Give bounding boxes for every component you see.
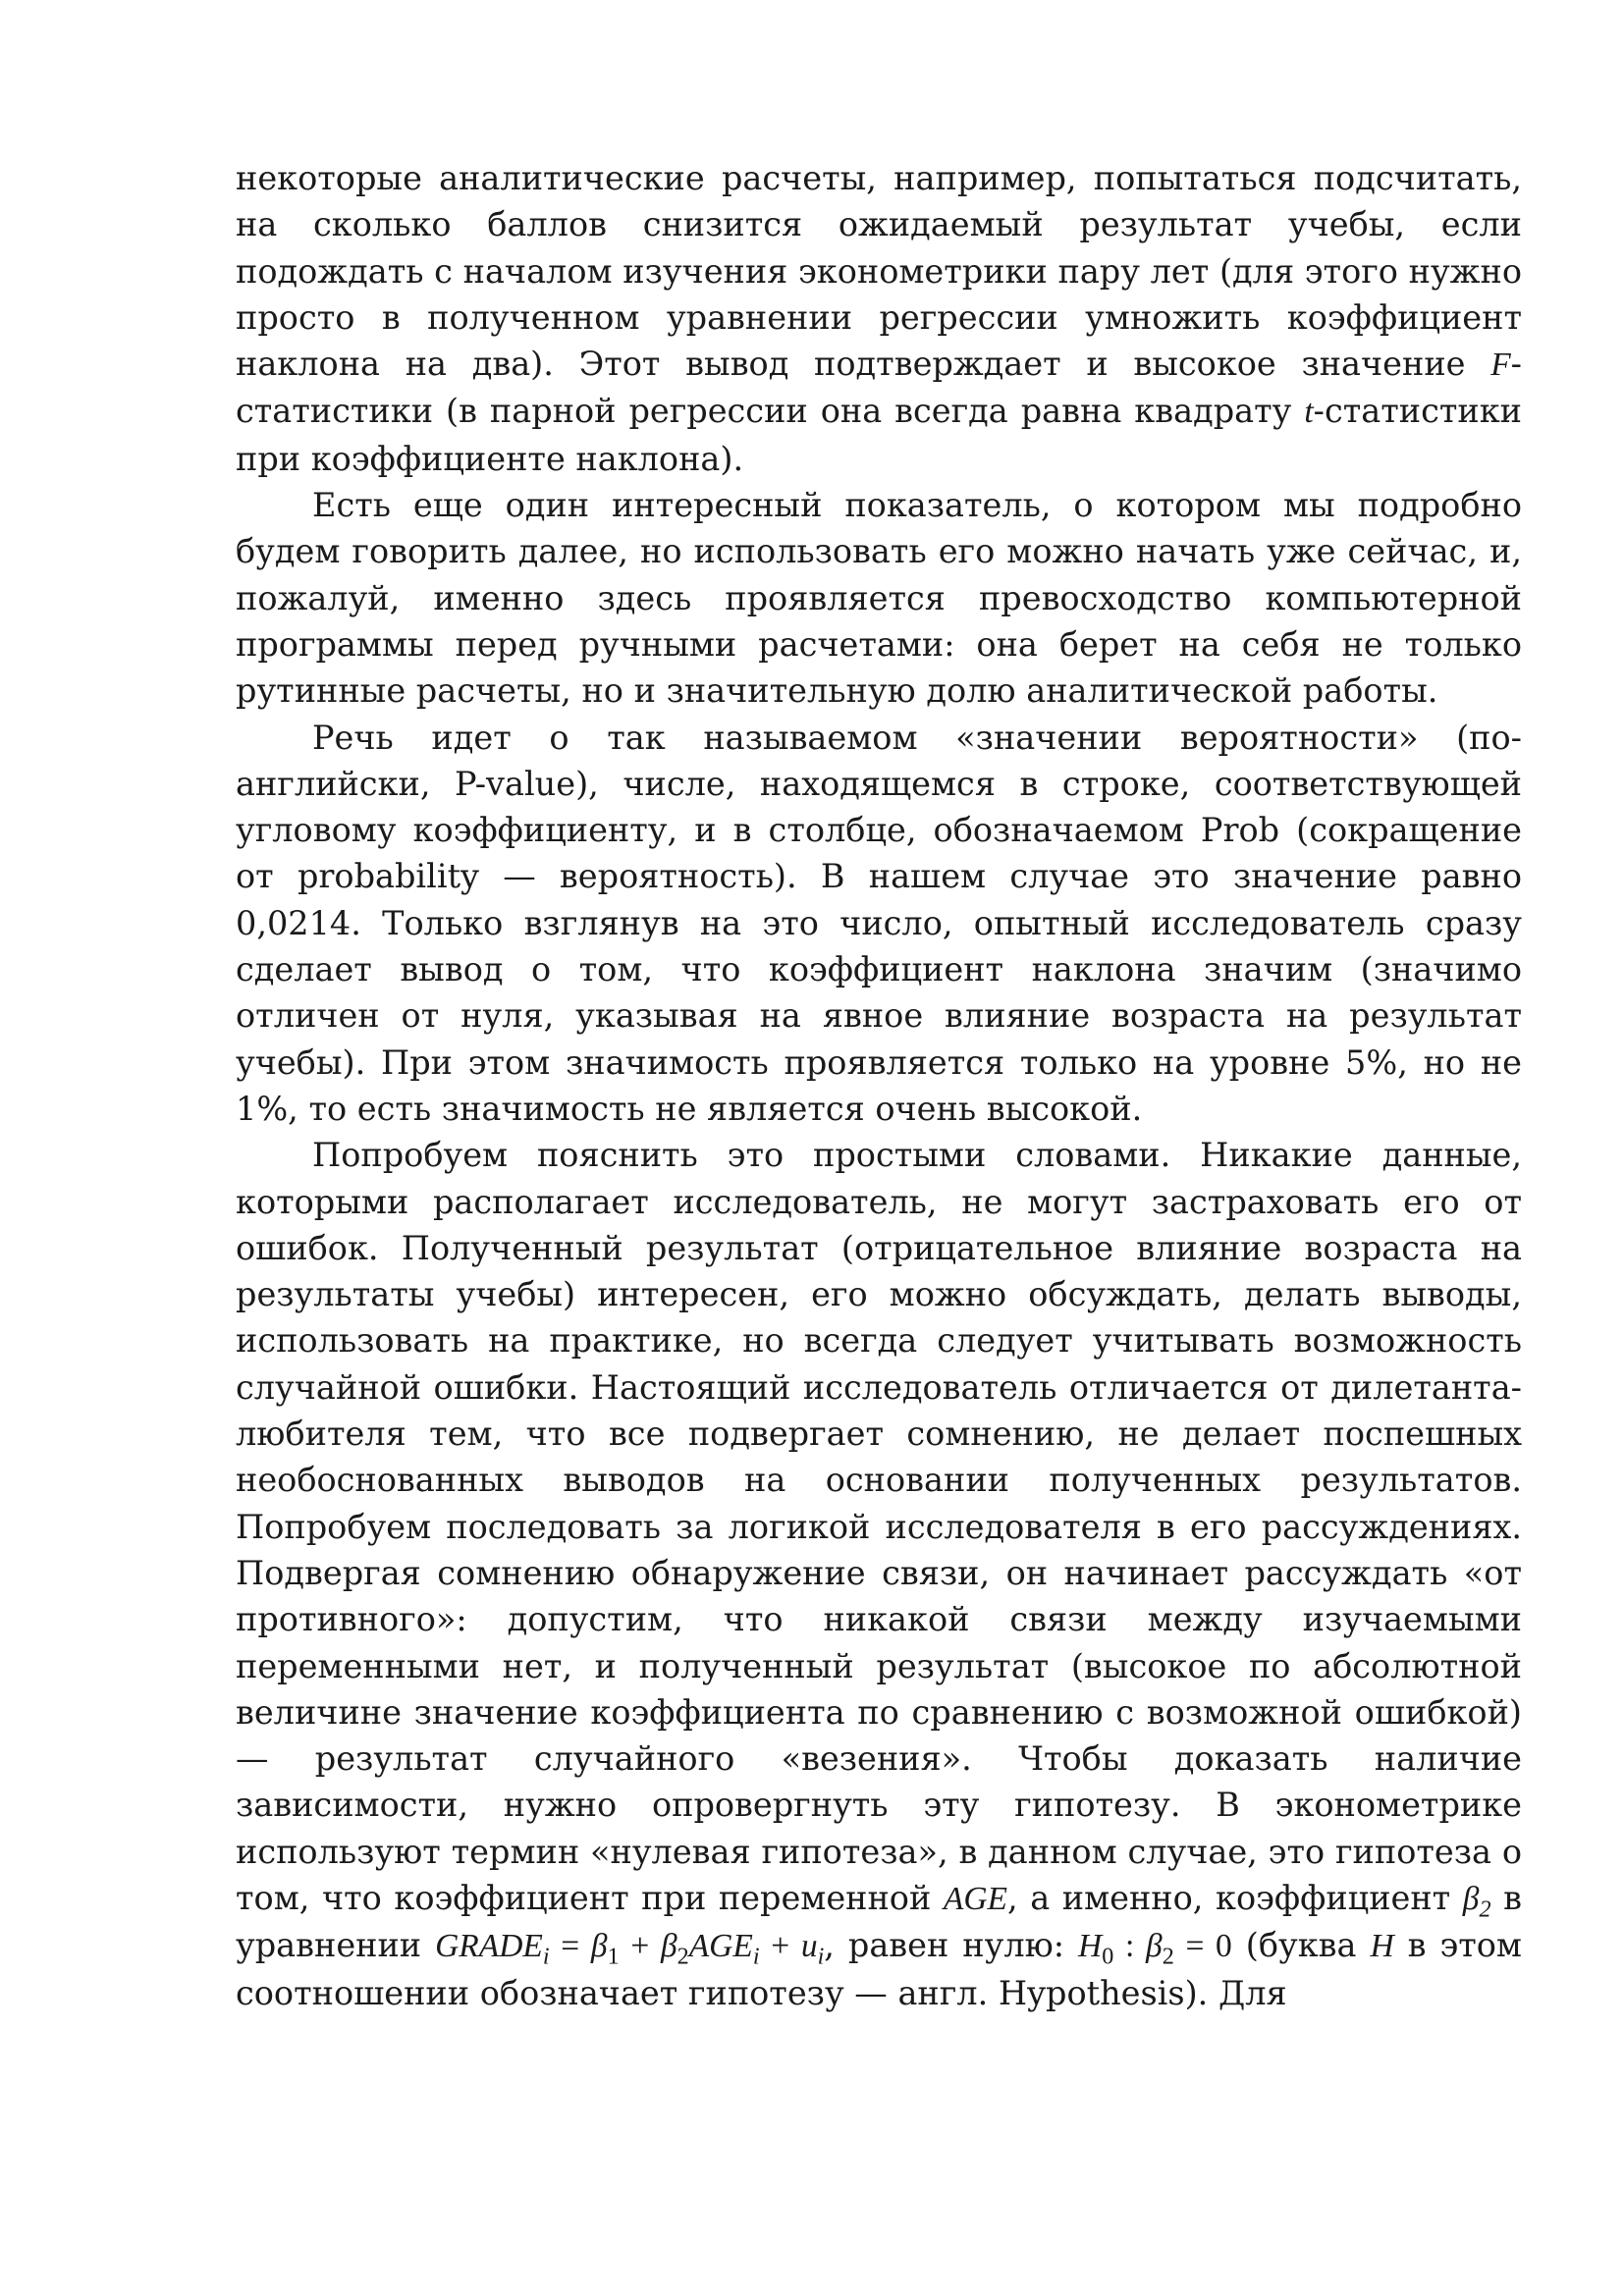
paragraph-text: -статистики (в парной регрессии она всегда равна квадрату [236, 345, 1522, 431]
math-beta2 [1462, 1880, 1491, 1923]
paragraph-text: , а именно, коэффициент [1007, 1878, 1463, 1917]
subscript: 2 [1479, 1896, 1491, 1923]
subscript: 0 [1102, 1944, 1114, 1970]
paragraph-text: в уравнении [236, 1878, 1522, 1965]
paragraph-4 [236, 1132, 1522, 2016]
math-variable-age: AGE [943, 1880, 1007, 1917]
subscript: i [817, 1944, 825, 1970]
subscript: 1 [607, 1944, 620, 1970]
eq-u: u [800, 1928, 818, 1965]
paragraph-text: некоторые аналитические расчеты, например, попытаться подсчитать, на сколько баллов снизится ожидаемый результат учебы, если подождать с началом изучения эконометрики пару лет (для этого нужно просто в полученном уравнении регрессии умножить коэффициент наклона на два). Этот вывод подтверждает и высокое значение [236, 159, 1522, 384]
beta-symbol: β [1146, 1928, 1163, 1965]
paragraph-text: -статистики при коэффициенте наклона). [236, 392, 1522, 478]
eq-age: AGE [688, 1928, 753, 1965]
hypothesis-symbol: H [1078, 1928, 1103, 1965]
plus-sign: + [759, 1928, 801, 1965]
colon: : [1113, 1928, 1146, 1965]
paragraph-text: , равен нулю: [824, 1926, 1079, 1965]
eq-sign: = [549, 1928, 591, 1965]
paragraph-2: Есть еще один интересный показатель, о котором мы подробно будем говорить далее, но использовать его можно начать уже сейчас, и, пожалуй, именно здесь проявляется превосходство компьютерной программы перед ручными расчетами: она берет на себя не только рутинные расчеты, но и значительную долю аналитической работы. [236, 486, 1522, 711]
null-hypothesis [1078, 1928, 1232, 1970]
subscript: i [542, 1944, 550, 1970]
eq-lhs: GRADE [435, 1928, 543, 1965]
paragraph-text: Попробуем пояснить это простыми словами. Никакие данные, которыми располагает исследователь, не могут застраховать его от ошибок. Полученный результат (отрицательное влияние возраста на результаты учебы) интересен, его можно обсуждать, делать выводы, использовать на практике, но всегда следует учитывать возможность случайной ошибки. Настоящий исследователь отличается от дилетанта-любителя тем, что все подвергает сомнению, не делает поспешных необоснованных выводов на основании полученных результатов. Попробуем последовать за логикой исследователя в его рассуждениях. Подвергая сомнению обнаружение связи, он начинает рассуждать «от противного»: допустим, что никакой связи между изучаемыми переменными нет, и полученный результат (высокое по абсолютной величине значение коэффициента по сравнению с возможной ошибкой) — результат случайного «везения». Чтобы доказать наличие зависимости, нужно опровергнуть эту гипотезу. В эконометрике используют термин «нулевая гипотеза», в данном случае, это гипотеза о том, что коэффициент при переменной [236, 1136, 1522, 1917]
paragraph-3: Речь идет о так называемом «значении вероятности» (по-английски, P-value), числе, находящемся в строке, соответствующей угловому коэффициенту, и в столбце, обозначаемом Prob (сокращение от probability — вероятность). В нашем случае это значение равно 0,0214. Только взглянув на это число, опытный исследователь сразу сделает вывод о том, что коэффициент наклона значим (значимо отличен от нуля, указывая на явное влияние возраста на результат учебы). При этом значимость проявляется только на уровне 5%, но не 1%, то есть значимость не является очень высокой. [236, 718, 1522, 1128]
paragraph-text: в этом соотношении обозначает гипотезу — англ. Hypothesis). Для [236, 1926, 1522, 2012]
plus-sign: + [619, 1928, 661, 1965]
regression-equation [435, 1928, 825, 1970]
document-page [236, 155, 1522, 2016]
subscript: 2 [1162, 1944, 1174, 1970]
math-symbol-h: H [1370, 1928, 1394, 1965]
paragraph-text: (буква [1231, 1926, 1371, 1965]
subscript: i [752, 1944, 760, 1970]
paragraph-1 [236, 155, 1522, 482]
beta-symbol: β [590, 1928, 608, 1965]
beta-symbol: β [660, 1928, 677, 1965]
math-symbol-t: t [1304, 394, 1314, 431]
equals-zero: = 0 [1173, 1928, 1232, 1965]
math-symbol-f: F [1490, 347, 1511, 384]
subscript: 2 [677, 1944, 689, 1970]
beta-symbol: β [1462, 1880, 1480, 1917]
